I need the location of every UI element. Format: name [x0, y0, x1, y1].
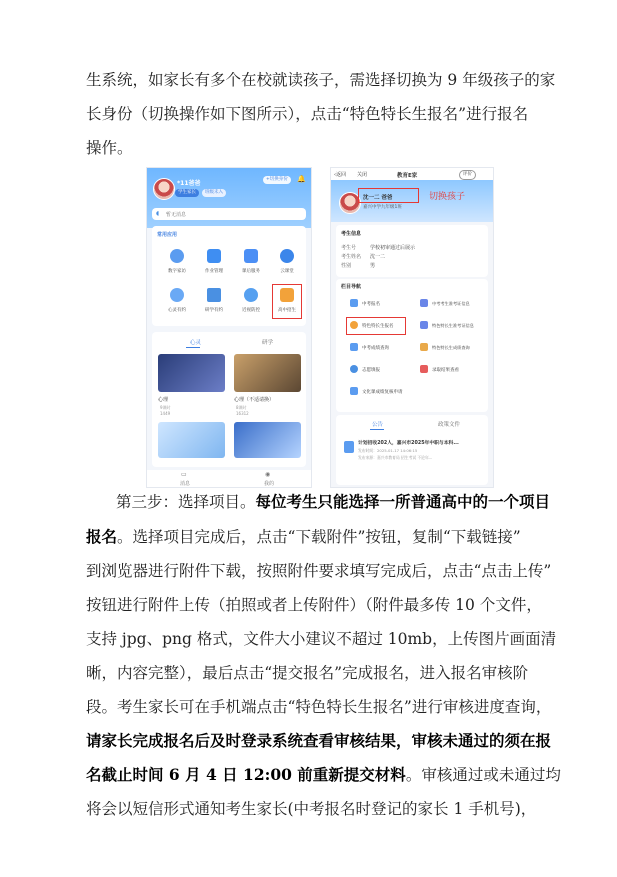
- nav-label: 我的: [264, 481, 275, 487]
- nav-item-exam-register[interactable]: 中考报名: [362, 302, 380, 307]
- info-key: 考生号: [341, 245, 357, 251]
- section-title: 常用应用: [157, 232, 178, 238]
- app-label: 研学有约: [205, 308, 223, 313]
- education-app-screenshot: [330, 167, 494, 488]
- bottom-nav: [147, 470, 311, 487]
- role-tag: 学生家长: [175, 189, 199, 197]
- switch-child-label[interactable]: 切换孩子: [429, 192, 466, 202]
- text-line: 长身份（切换操作如下图所示），点击“特色特长生报名”进行报名: [86, 105, 529, 123]
- chevron-left-icon: ‹: [334, 172, 336, 178]
- nav-item-admission-ticket[interactable]: 中考考生准考证信息: [432, 301, 470, 306]
- homework-icon[interactable]: [207, 249, 221, 263]
- flag-icon[interactable]: [207, 288, 221, 302]
- nav-item-review[interactable]: 文化课成绩复核申请: [362, 390, 403, 395]
- close-button[interactable]: 关闭: [357, 172, 368, 178]
- student-info-card: [336, 225, 488, 277]
- nav-label: 消息: [180, 481, 191, 487]
- user-name: *11爸爸: [177, 180, 201, 187]
- review-icon: [350, 387, 358, 395]
- section-title: 栏目导航: [341, 284, 362, 290]
- course-meta: 1449: [160, 411, 171, 416]
- class-tag: 班级未入: [202, 189, 226, 197]
- step-heading: 第三步：选择项目。: [116, 493, 256, 511]
- text-line: 晰，内容完整），最后点击“提交报名”完成报名，进入报名审核阶: [86, 664, 529, 682]
- app-label: 数字家访: [168, 269, 186, 274]
- admission-ticket-icon: [420, 299, 428, 307]
- back-button[interactable]: [334, 171, 346, 178]
- tab-policy[interactable]: 政策文件: [438, 422, 461, 428]
- tab-heart[interactable]: 心灵: [190, 340, 202, 346]
- nav-title: 教育E家: [397, 173, 418, 179]
- nav-item-score-query[interactable]: 中考成绩查询: [362, 346, 389, 351]
- nav-item-result[interactable]: 录取结果查看: [432, 368, 459, 373]
- home-visit-icon[interactable]: [170, 249, 184, 263]
- user-name: 沈一二 爸爸: [363, 195, 393, 201]
- nav-item-talent-score[interactable]: 特色特长生成绩查询: [432, 345, 470, 350]
- message-icon[interactable]: ▭: [181, 471, 187, 478]
- feedback-button[interactable]: 评价: [459, 170, 476, 180]
- text-line: 支持 jpg、png 格式，文件大小建议不超过 10mb，上传图片画面清: [86, 630, 557, 648]
- news-meta: 发布时间：2025-01-17 14:06:15: [358, 448, 418, 453]
- course-meta: 16312: [236, 411, 249, 416]
- notice-text: 暂无消息: [166, 212, 187, 218]
- text-line: 到浏览器进行附件下载，按照附件要求填写完成后，点击“点击上传”: [86, 562, 552, 580]
- tab-underline: [370, 429, 384, 430]
- result-icon: [420, 365, 428, 373]
- app-label: 近视防控: [242, 308, 260, 313]
- text-line: 段。考生家长可在手机端点击“特色特长生报名”进行审核进度查询，: [86, 698, 552, 716]
- news-meta: 发布来源：嘉兴市教育局 招生考试 不论年...: [358, 455, 433, 460]
- nav-item-volunteer[interactable]: 志愿填报: [362, 368, 380, 373]
- tab-underline: [186, 347, 200, 348]
- text-line: [86, 763, 561, 785]
- notice-bar[interactable]: [152, 208, 306, 220]
- app-label: 云课堂: [280, 269, 294, 274]
- course-thumbnail[interactable]: [158, 422, 225, 458]
- info-key: 性别: [341, 263, 352, 269]
- text-line: 生系统，如家长有多个在校就读孩子，需选择切换为 9 年级孩子的家: [86, 71, 556, 89]
- nav-grid-card: [336, 279, 488, 412]
- text-line: [86, 525, 521, 547]
- tab-notice[interactable]: 公告: [372, 422, 384, 428]
- app-label: 课后服务: [242, 269, 260, 274]
- volunteer-icon: [350, 365, 358, 373]
- app-label: 高中招生: [278, 308, 296, 313]
- apps-card: [152, 226, 306, 326]
- info-value: 学校初审通过后展示: [370, 245, 416, 251]
- avatar: [153, 178, 175, 200]
- nav-bar: [331, 168, 493, 180]
- highlight-box: [346, 317, 406, 335]
- nav-item-talent-ticket[interactable]: 特色特长生准考证信息: [432, 323, 474, 328]
- school-class: 嘉兴中学九年级1班: [363, 205, 402, 210]
- emphasis: 请家长完成报名后及时登录系统查看审核结果，审核未通过的须在报: [86, 731, 552, 750]
- switch-identity-button[interactable]: +切换身份: [263, 176, 291, 184]
- user-banner: [331, 180, 493, 222]
- cloud-class-icon[interactable]: [280, 249, 294, 263]
- emphasis: 每位考生只能选择一所普通高中的一个项目: [255, 492, 551, 511]
- course-card: [152, 332, 306, 467]
- course-thumbnail[interactable]: [234, 422, 301, 458]
- text-span: 。审核通过或未通过均: [405, 766, 561, 784]
- nav-item-special-talent[interactable]: 特色特长生报名: [362, 324, 394, 329]
- heart-talk-icon[interactable]: [170, 288, 184, 302]
- text-line: [116, 490, 550, 512]
- text-span: 。选择项目完成后，点击“下载附件”按钮，复制“下载链接”: [117, 528, 521, 546]
- news-title[interactable]: 计划招收202人，嘉兴市2025年中职与本科...: [358, 441, 459, 446]
- app-label: 心灵有约: [168, 308, 186, 313]
- after-school-icon[interactable]: [244, 249, 258, 263]
- text-line: 操作。: [86, 139, 133, 157]
- course-thumbnail[interactable]: [234, 354, 301, 392]
- tab-study[interactable]: 研学: [262, 340, 274, 346]
- section-title: 考生信息: [341, 231, 362, 237]
- app-label: 作业管理: [205, 269, 223, 274]
- info-value: 沈一二: [370, 254, 386, 260]
- text-line: 将会以短信形式通知考生家长(中考报名时登记的家长 1 手机号)，: [86, 800, 537, 818]
- emphasis: 报名: [86, 527, 118, 546]
- course-title: 心理: [158, 397, 169, 403]
- highlight-box: [358, 188, 419, 203]
- exam-register-icon: [350, 299, 358, 307]
- back-label: 返回: [336, 172, 347, 178]
- highlight-box: [272, 284, 302, 319]
- emphasis: 名截止时间 6 月 4 日 12:00 前重新提交材料: [86, 765, 406, 784]
- bell-icon[interactable]: 🔔: [297, 175, 306, 183]
- speaker-icon: ◖: [156, 210, 160, 217]
- text-line: 按钮进行附件上传（拍照或者上传附件）（附件最多传 10 个文件，: [86, 596, 542, 614]
- app-home-screenshot: [146, 167, 312, 488]
- document-icon: [344, 441, 354, 453]
- talent-score-icon: [420, 343, 428, 351]
- profile-icon[interactable]: ◉: [265, 471, 271, 478]
- course-meta: 9课时: [160, 405, 171, 410]
- score-query-icon: [350, 343, 358, 351]
- news-card: [336, 415, 488, 485]
- talent-ticket-icon: [420, 321, 428, 329]
- course-meta: 8课时: [236, 405, 247, 410]
- info-value: 男: [370, 263, 376, 269]
- course-thumbnail[interactable]: [158, 354, 225, 392]
- course-title: 心理（不适请换）: [234, 397, 275, 403]
- eye-shield-icon[interactable]: [244, 288, 258, 302]
- info-key: 考生姓名: [341, 254, 362, 260]
